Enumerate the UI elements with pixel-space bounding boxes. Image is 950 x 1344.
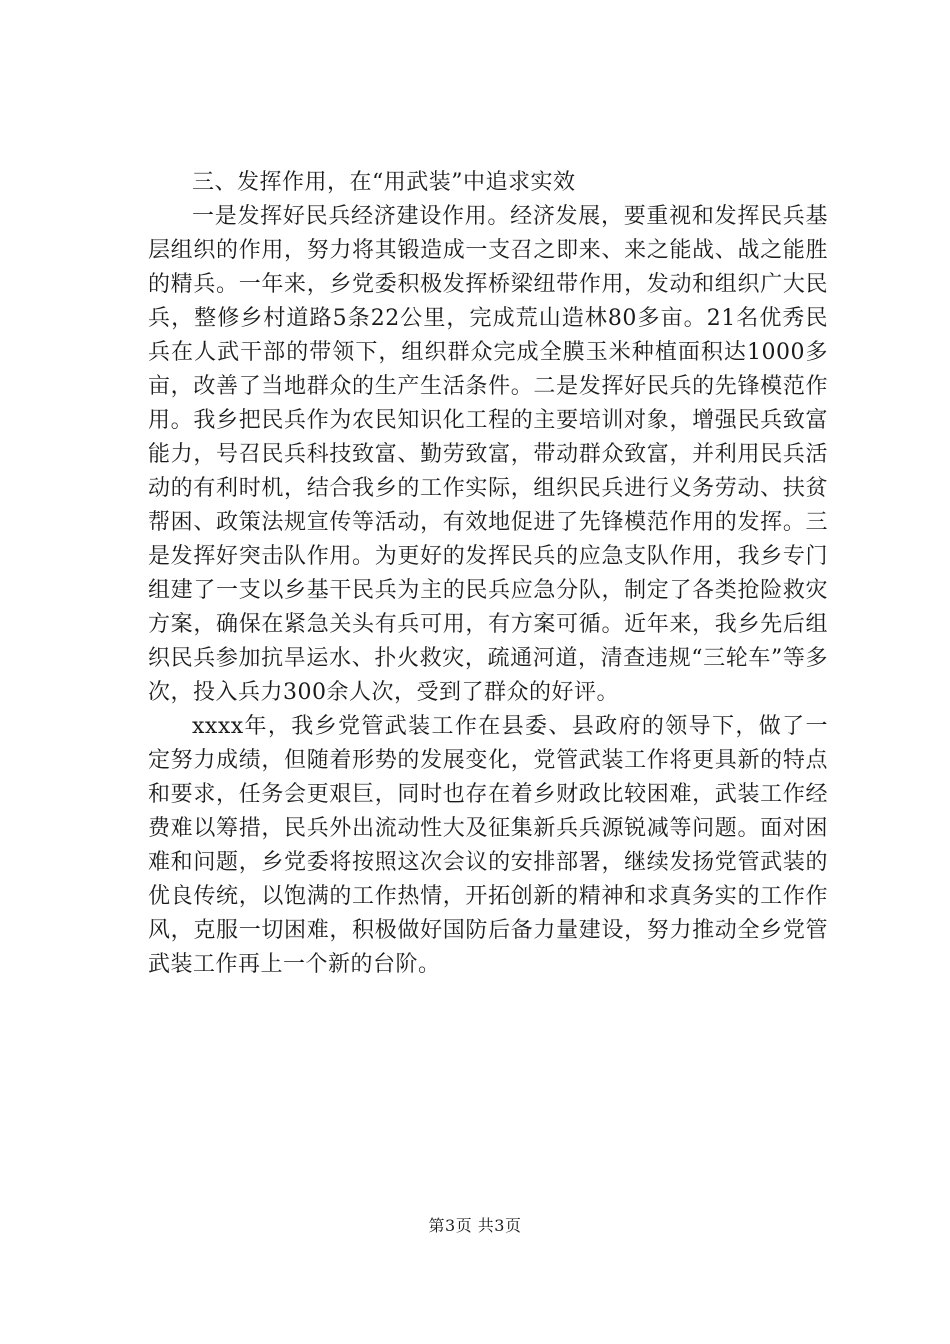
paragraph-achievements: 一是发挥好民兵经济建设作用。经济发展，要重视和发挥民兵基层组织的作用，努力将其锻造成一支召之即来、来之能战、战之能胜的精兵。一年来，乡党委积极发挥桥梁纽带作用，发动和组织广大民兵，整修乡村道路5条22公里，完成荒山造林80多亩。21名优秀民兵在人武干部的带领下，组织群众完成全膜玉米种植面积达1000多亩，改善了当地群众的生产生活条件。二是发挥好民兵的先锋模范作用。我乡把民兵作为农民知识化工程的主要培训对象，增强民兵致富能力，号召民兵科技致富、勤劳致富，带动群众致富，并利用民兵活动的有利时机，结合我乡的工作实际，组织民兵进行义务劳动、扶贫帮困、政策法规宣传等活动，有效地促进了先锋模范作用的发挥。三是发挥好突击队作用。为更好的发挥民兵的应急支队作用，我乡专门组建了一支以乡基干民兵为主的民兵应急分队，制定了各类抢险救灾方案，确保在紧急关头有兵可用，有方案可循。近年来，我乡先后组织民兵参加抗旱运水、扑火救灾，疏通河道，清查违规“三轮车”等多次，投入兵力300余人次，受到了群众的好评。 — [148, 204, 828, 705]
page-footer: 第3页 共3页 — [428, 1216, 522, 1235]
document-body — [148, 166, 828, 982]
paragraph-outlook: xxxx年，我乡党管武装工作在县委、县政府的领导下，做了一定努力成绩，但随着形势的发展变化，党管武装工作将更具新的特点和要求，任务会更艰巨，同时也存在着乡财政比较困难，武装工作经费难以筹措，民兵外出流动性大及征集新兵兵源锐减等问题。面对困难和问题，乡党委将按照这次会议的安排部署，继续发扬党管武装的优良传统，以饱满的工作热情，开拓创新的精神和求真务实的工作作风，克服一切困难，积极做好国防后备力量建设，努力推动全乡党管武装工作再上一个新的台阶。 — [148, 714, 828, 977]
section-heading: 三、发挥作用，在“用武装”中追求实效 — [192, 170, 576, 195]
